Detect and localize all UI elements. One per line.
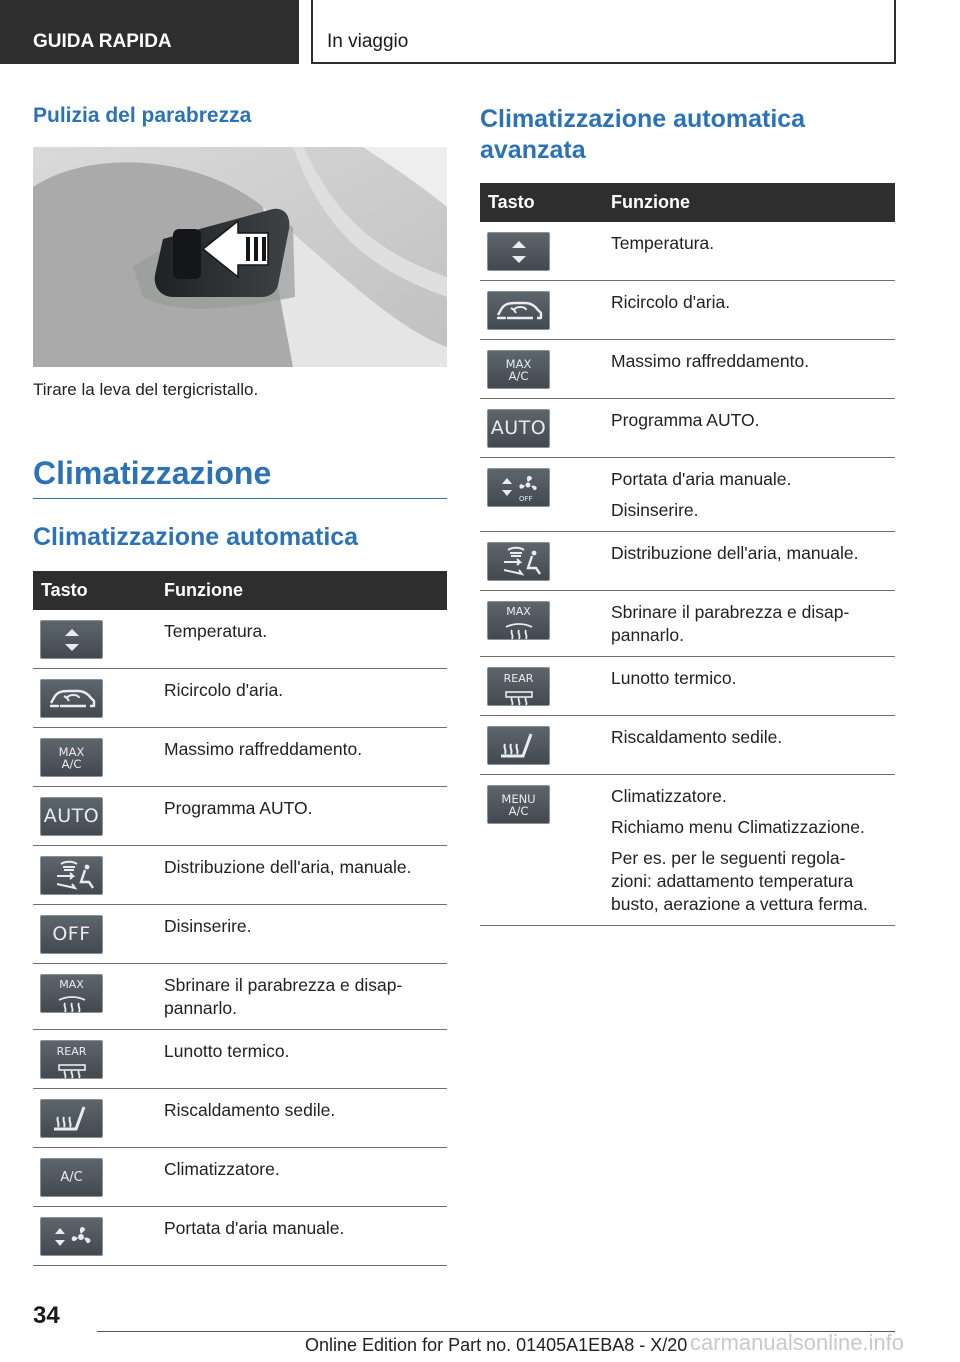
table-row [33, 1207, 447, 1266]
table-row [480, 532, 895, 591]
function-line: Programma AUTO. [611, 410, 760, 430]
max-defrost-icon: MAX [487, 601, 550, 640]
function-text [164, 1099, 441, 1122]
key-cell [33, 1089, 164, 1148]
auto-icon: AUTO [487, 409, 550, 448]
automatic-climate-table [33, 571, 447, 1266]
key-cell [33, 964, 164, 1030]
max-ac-icon: MAX A/C [40, 738, 103, 777]
temperature-arrows-icon [487, 232, 550, 271]
seat-heating-icon [40, 1099, 103, 1138]
function-cell [164, 964, 447, 1030]
key-cell [33, 1030, 164, 1089]
function-text [164, 856, 441, 879]
function-cell [611, 775, 895, 926]
recirculation-icon [40, 679, 103, 718]
page-number: 34 [33, 1302, 60, 1329]
column-header-key: Tasto [33, 571, 164, 610]
function-line: Climatizzatore. [611, 786, 727, 806]
table-row [33, 610, 447, 669]
table-row [33, 1089, 447, 1148]
table-row [33, 787, 447, 846]
table-row [480, 458, 895, 532]
temperature-arrows-icon [40, 620, 103, 659]
function-line: zioni: adattamento temperatura [611, 871, 854, 891]
key-cell [480, 532, 611, 591]
function-line: pannarlo. [164, 998, 237, 1018]
function-cell [164, 1207, 447, 1266]
function-text [611, 291, 889, 314]
table-row [33, 905, 447, 964]
table-row [480, 222, 895, 281]
windshield-cleaning-heading: Pulizia del parabrezza [33, 104, 252, 127]
menu-ac-icon: MENU A/C [487, 785, 550, 824]
function-line: Riscaldamento sedile. [611, 727, 783, 747]
function-text [611, 816, 889, 839]
function-text [164, 679, 441, 702]
key-cell [480, 657, 611, 716]
table-row [480, 775, 895, 926]
function-line: pannarlo. [611, 625, 684, 645]
watermark-logo: carmanualsonline.info [690, 1330, 905, 1355]
function-line: Ricircolo d'aria. [611, 292, 731, 312]
key-cell [33, 669, 164, 728]
table-row [480, 716, 895, 775]
air-distribution-icon [40, 856, 103, 895]
function-cell [611, 222, 895, 281]
function-cell [611, 458, 895, 532]
column-header-function: Funzione [164, 571, 447, 610]
function-cell [164, 846, 447, 905]
key-cell [480, 281, 611, 340]
rear-defrost-icon: REAR [40, 1040, 103, 1079]
advanced-climate-heading [480, 104, 895, 166]
table-row [33, 964, 447, 1030]
max-ac-icon: MAX A/C [487, 350, 550, 389]
table-row [480, 591, 895, 657]
rear-defrost-icon: REAR [487, 667, 550, 706]
key-cell [480, 458, 611, 532]
header-section-label: GUIDA RAPIDA [33, 31, 172, 52]
column-header-key: Tasto [480, 183, 611, 222]
header-subsection-label: In viaggio [327, 31, 409, 52]
function-text [164, 1158, 441, 1181]
function-line: Lunotto termico. [611, 668, 737, 688]
key-cell [480, 591, 611, 657]
function-cell [164, 669, 447, 728]
table-row [33, 1148, 447, 1207]
function-line: busto, aerazione a vettura ferma. [611, 894, 868, 914]
function-cell [164, 610, 447, 669]
auto-icon: AUTO [40, 797, 103, 836]
function-text [164, 1040, 441, 1063]
function-line: Massimo raffreddamento. [611, 351, 810, 371]
key-cell [33, 610, 164, 669]
function-text [611, 726, 889, 749]
table-row [33, 1030, 447, 1089]
table-header-row [480, 183, 895, 222]
table-row [480, 340, 895, 399]
wiper-caption: Tirare la leva del tergicristallo. [33, 380, 259, 399]
key-cell [33, 1207, 164, 1266]
function-cell [164, 905, 447, 964]
wiper-lever-illustration [33, 147, 447, 367]
function-text [164, 738, 441, 761]
table-row [480, 281, 895, 340]
function-cell [611, 399, 895, 458]
function-cell [611, 532, 895, 591]
function-text [611, 601, 889, 647]
table-row [480, 399, 895, 458]
function-text [611, 667, 889, 690]
function-line: Riscaldamento sedile. [164, 1100, 336, 1120]
key-cell [33, 1148, 164, 1207]
function-text [611, 232, 889, 255]
function-cell [164, 728, 447, 787]
function-cell [164, 1089, 447, 1148]
function-text [164, 1217, 441, 1240]
key-cell [33, 787, 164, 846]
function-line: Per es. per le seguenti regola- [611, 848, 846, 868]
function-text [164, 620, 441, 643]
table-row [33, 846, 447, 905]
wiper-lever-icon [33, 147, 447, 367]
function-cell [164, 1148, 447, 1207]
recirculation-icon [487, 291, 550, 330]
function-line: Lunotto termico. [164, 1041, 290, 1061]
table-header-row [33, 571, 447, 610]
key-cell [33, 905, 164, 964]
function-cell [611, 657, 895, 716]
function-text [164, 797, 441, 820]
function-line: Richiamo menu Climatizzazione. [611, 817, 865, 837]
function-line: Sbrinare il parabrezza e disap- [611, 602, 850, 622]
climate-control-heading: Climatizzazione [33, 455, 447, 499]
fan-icon [40, 1217, 103, 1256]
column-header-function: Funzione [611, 183, 895, 222]
key-cell [480, 716, 611, 775]
key-cell [33, 846, 164, 905]
key-cell [480, 775, 611, 926]
function-text [164, 915, 441, 938]
advanced-heading-line2: avanzata [480, 136, 586, 164]
header-section-tab [0, 0, 299, 64]
function-cell [611, 591, 895, 657]
key-cell [480, 340, 611, 399]
function-text [611, 409, 889, 432]
function-line: Sbrinare il parabrezza e disap- [164, 975, 403, 995]
function-text [611, 468, 889, 491]
table-row [480, 657, 895, 716]
function-text [164, 974, 441, 1020]
function-line: Temperatura. [611, 233, 715, 253]
key-cell [33, 728, 164, 787]
function-line: Distribuzione dell'aria, manuale. [611, 543, 859, 563]
function-cell [611, 340, 895, 399]
table-row [33, 728, 447, 787]
function-line: Programma AUTO. [164, 798, 313, 818]
function-line: Disinserire. [164, 916, 252, 936]
function-text [611, 542, 889, 565]
function-cell [611, 281, 895, 340]
function-line: Climatizzatore. [164, 1159, 280, 1179]
function-line: Distribuzione dell'aria, manuale. [164, 857, 412, 877]
function-line: Disinserire. [611, 500, 699, 520]
function-cell [164, 1030, 447, 1089]
table-row [33, 669, 447, 728]
key-cell [480, 222, 611, 281]
seat-heating-icon [487, 726, 550, 765]
advanced-heading-line1: Climatizzazione automatica [480, 105, 806, 133]
function-text [611, 847, 889, 916]
function-text [611, 785, 889, 808]
ac-icon: A/C [40, 1158, 103, 1197]
function-line: Ricircolo d'aria. [164, 680, 284, 700]
function-line: Portata d'aria manuale. [164, 1218, 345, 1238]
automatic-climate-heading: Climatizzazione automatica [33, 523, 359, 551]
footer-edition: Online Edition for Part no. 01405A1EBA8 - X/20 [305, 1335, 688, 1355]
function-text [611, 350, 889, 373]
key-cell [480, 399, 611, 458]
air-distribution-icon [487, 542, 550, 581]
off-icon: OFF [40, 915, 103, 954]
max-defrost-icon: MAX [40, 974, 103, 1013]
fan-off-icon [487, 468, 550, 507]
header-subsection-box [311, 0, 896, 64]
function-text [611, 499, 889, 522]
function-cell [611, 716, 895, 775]
function-line: Portata d'aria manuale. [611, 469, 792, 489]
svg-text:OFF: OFF [518, 494, 533, 503]
function-cell [164, 787, 447, 846]
advanced-climate-table [480, 183, 895, 926]
function-line: Massimo raffreddamento. [164, 739, 363, 759]
function-line: Temperatura. [164, 621, 268, 641]
